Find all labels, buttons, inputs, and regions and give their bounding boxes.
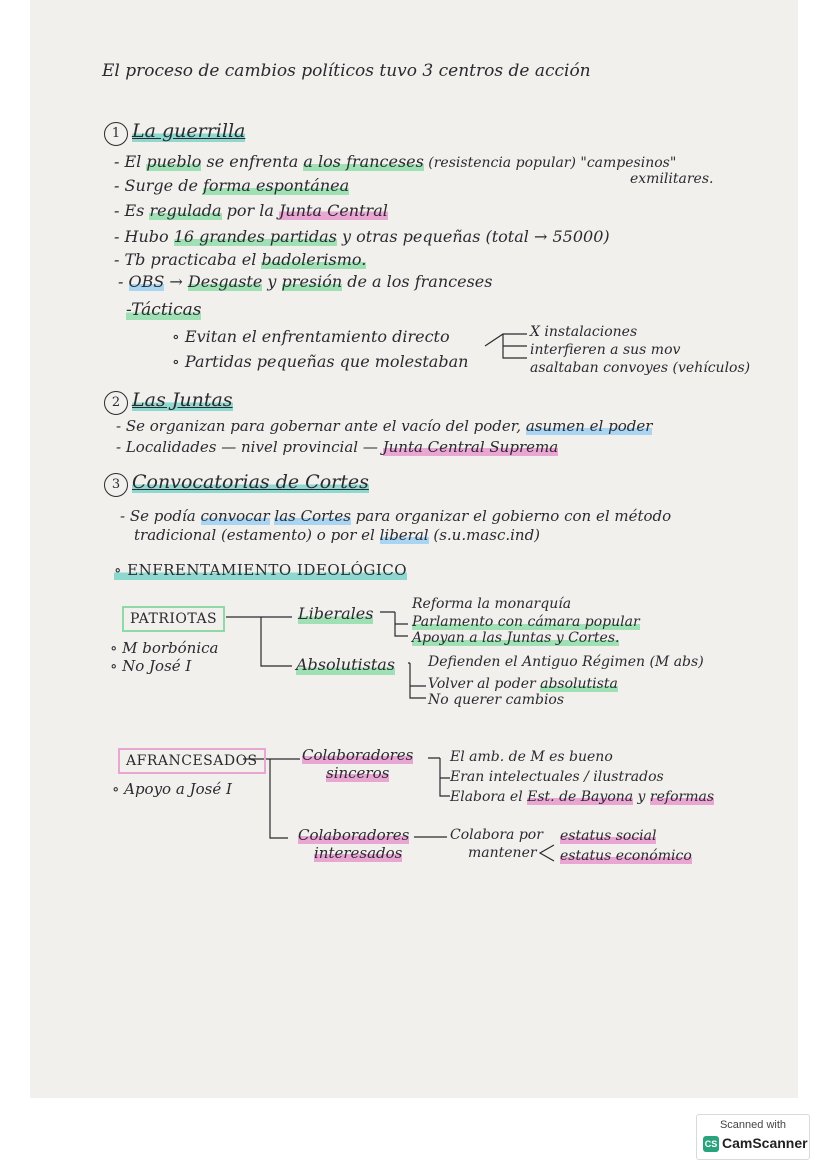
- patriotas-note-1: ∘ M borbónica: [110, 639, 219, 657]
- juntas-line-1: [116, 416, 652, 436]
- notebook-page: [30, 0, 798, 1098]
- text: Est. de Bayona: [527, 789, 634, 805]
- afrancesados-box: AFRANCESADOS: [118, 748, 266, 774]
- text: (s.u.masc.ind): [428, 526, 541, 544]
- tactic-2: ∘ Partidas pequeñas que molestaban: [172, 352, 469, 371]
- badge-line-1: Scanned with: [719, 1119, 787, 1131]
- text: y: [262, 272, 282, 291]
- sinceros-point-3: [450, 789, 714, 805]
- text: Junta Central: [279, 201, 388, 220]
- afrancesados-note: ∘ Apoyo a José I: [112, 780, 232, 798]
- colab-sinceros-label-2: sinceros: [326, 764, 390, 782]
- section-3-heading: [104, 469, 369, 497]
- cortes-line-1: [120, 506, 671, 526]
- guerrilla-line-5: [114, 250, 366, 270]
- absolutistas-point-2: [428, 676, 618, 692]
- text: y otras pequeñas (total → 55000): [336, 227, 610, 246]
- text: Junta Central Suprema: [382, 438, 559, 456]
- patriotas-note-2: ∘ No José I: [110, 657, 192, 675]
- text: regulada: [149, 201, 222, 220]
- text: tradicional (estamento) o por el: [134, 526, 380, 544]
- liberales-point-2: Parlamento con cámara popular: [412, 614, 640, 630]
- text: - Hubo: [114, 227, 174, 246]
- interesados-middle-1: Colabora por: [450, 827, 543, 843]
- badge-line-2: CamScanner: [722, 1135, 808, 1151]
- section-3-title: Convocatorias de Cortes: [132, 471, 369, 493]
- section-1-title: La guerrilla: [132, 120, 246, 142]
- tactic-1: ∘ Evitan el enfrentamiento directo: [172, 327, 450, 346]
- tactic-result-2: interfieren a sus mov: [530, 342, 681, 358]
- guerrilla-line-2: [114, 176, 349, 196]
- text: - Localidades — nivel provincial —: [116, 438, 383, 456]
- text: para organizar el gobierno con el método: [350, 507, 672, 525]
- sinceros-point-1: El amb. de M es bueno: [450, 749, 613, 765]
- section-number-2: 2: [104, 391, 128, 415]
- absolutistas-point-1: Defienden el Antiguo Régimen (M abs): [428, 654, 704, 670]
- text: reformas: [649, 789, 715, 805]
- absolutistas-point-3: No querer cambios: [428, 692, 565, 708]
- camscanner-logo-icon: CS: [703, 1136, 719, 1152]
- section-2-title: Las Juntas: [132, 389, 233, 411]
- text: - Surge de: [114, 176, 203, 195]
- text: por la: [221, 201, 280, 220]
- guerrilla-note-exmilitares: exmilitares.: [630, 171, 714, 187]
- text: se enfrenta: [201, 152, 304, 171]
- tactic-result-1: X instalaciones: [530, 324, 638, 340]
- guerrilla-line-4: [114, 227, 610, 247]
- camscanner-badge: [696, 1114, 810, 1160]
- interesados-point-2: estatus económico: [560, 848, 692, 864]
- sinceros-point-2: Eran intelectuales / ilustrados: [450, 769, 664, 785]
- liberales-point-1: Reforma la monarquía: [412, 596, 572, 612]
- text: Volver al poder: [428, 676, 541, 692]
- guerrilla-line-1: [114, 152, 676, 173]
- ideological-heading: ∘ ENFRENTAMIENTO IDEOLÓGICO: [114, 561, 408, 579]
- cortes-line-2: [134, 525, 540, 545]
- text: Desgaste: [187, 272, 263, 291]
- intro-line: El proceso de cambios políticos tuvo 3 centros de acción: [102, 61, 591, 81]
- tactics-heading: -Tácticas: [126, 300, 202, 320]
- guerrilla-line-3: [114, 201, 388, 221]
- text: liberal: [379, 526, 429, 544]
- text: forma espontánea: [203, 176, 350, 195]
- section-2-heading: [104, 387, 233, 415]
- interesados-middle-2: mantener: [468, 845, 537, 861]
- tactic-result-3: asaltaban convoyes (vehículos): [530, 360, 751, 376]
- liberales-point-3: Apoyan a las Juntas y Cortes.: [412, 630, 620, 646]
- text: absolutista: [540, 676, 618, 692]
- text: - Tb practicaba el: [114, 250, 262, 269]
- text: (resistencia popular) "campesinos": [423, 155, 677, 171]
- text: y: [633, 789, 650, 805]
- text: Elabora el: [450, 789, 528, 805]
- absolutistas-label: Absolutistas: [296, 655, 395, 674]
- text: de a los franceses: [342, 272, 493, 291]
- text: badolerismo.: [261, 250, 367, 269]
- patriotas-box: PATRIOTAS: [122, 606, 225, 632]
- guerrilla-line-6: [118, 272, 492, 292]
- text: - El: [114, 152, 147, 171]
- text: pueblo: [146, 152, 202, 171]
- text: presión: [281, 272, 343, 291]
- text: - Se podía: [120, 507, 201, 525]
- text: →: [164, 272, 188, 291]
- section-1-heading: [104, 118, 245, 146]
- colab-sinceros-label-1: Colaboradores: [302, 746, 414, 764]
- text: las Cortes: [274, 507, 351, 525]
- colab-interesados-label-2: interesados: [314, 844, 403, 862]
- text: -: [118, 272, 129, 291]
- text: 16 grandes partidas: [173, 227, 337, 246]
- liberales-label: Liberales: [298, 604, 374, 623]
- section-number-3: 3: [104, 473, 128, 497]
- text: a los franceses: [303, 152, 424, 171]
- colab-interesados-label-1: Colaboradores: [298, 826, 410, 844]
- section-number-1: 1: [104, 122, 128, 146]
- juntas-line-2: [116, 437, 558, 457]
- text: - Es: [114, 201, 150, 220]
- text: OBS: [128, 272, 165, 291]
- text: asumen el poder: [525, 417, 653, 435]
- text: convocar: [200, 507, 270, 525]
- interesados-point-1: estatus social: [560, 828, 657, 844]
- text: - Se organizan para gobernar ante el vacío del poder,: [116, 417, 526, 435]
